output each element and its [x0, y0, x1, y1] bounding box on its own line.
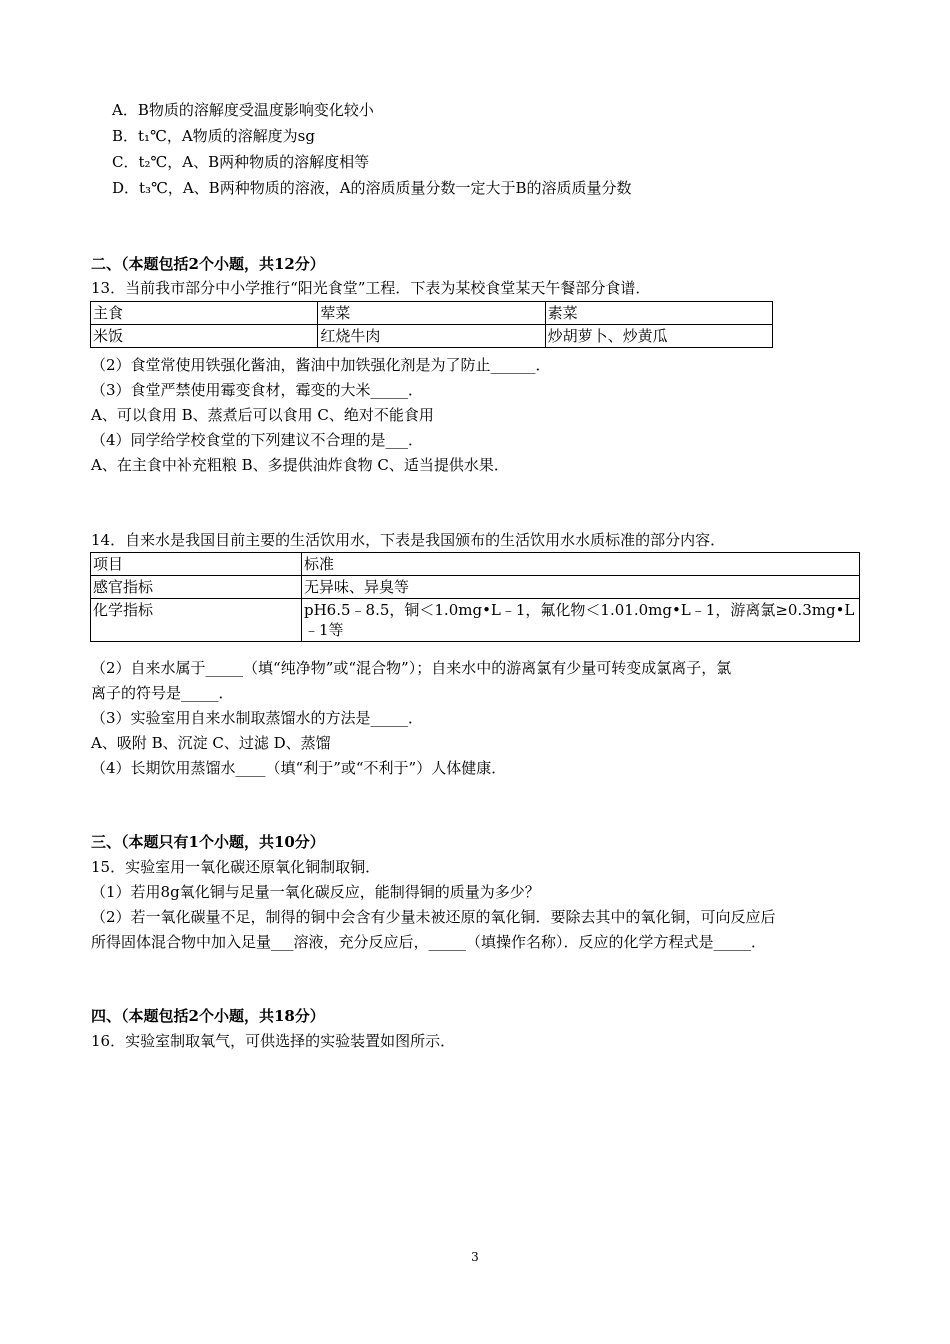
- q14-line: A、吸附 B、沉淀 C、过滤 D、蒸馏: [91, 734, 331, 752]
- q12-option-d: D．t₃℃，A、B两种物质的溶液，A的溶质质量分数一定大于B的溶质质量分数: [112, 179, 632, 197]
- section3-heading: 三、（本题只有1个小题，共10分）: [91, 833, 325, 851]
- table-cell: 无异味、异臭等: [302, 576, 860, 599]
- section4-heading: 四、（本题包括2个小题，共18分）: [91, 1007, 325, 1025]
- table-header-cell: 主食: [91, 302, 318, 325]
- q13-line: （3）食堂严禁使用霉变食材，霉变的大米_____．: [91, 381, 424, 399]
- table-header-cell: 荤菜: [318, 302, 545, 325]
- q16-line: 16．实验室制取氧气，可供选择的实验装置如图所示．: [91, 1032, 456, 1050]
- q13-menu-table: [90, 301, 773, 348]
- q12-option-b: B．t₁℃，A物质的溶解度为sg: [112, 127, 315, 145]
- q14-line: （3）实验室用自来水制取蒸馏水的方法是_____．: [91, 709, 424, 727]
- q15-line: （2）若一氧化碳量不足，制得的铜中会含有少量未被还原的氧化铜．要除去其中的氧化铜，可向反应后: [91, 908, 776, 926]
- q15-line: 15．实验室用一氧化碳还原氧化铜制取铜．: [91, 858, 381, 876]
- q14-line: （4）长期饮用蒸馏水____（填“利于”或“不利于”）人体健康．: [91, 759, 507, 777]
- table-header-cell: 项目: [91, 553, 302, 576]
- q13-line: （2）食堂常使用铁强化酱油，酱油中加铁强化剂是为了防止______．: [91, 356, 551, 374]
- q12-option-c: C．t₂℃，A、B两种物质的溶解度相等: [112, 153, 370, 171]
- page-number: 3: [471, 1250, 479, 1264]
- q13-line: A、可以食用 B、蒸煮后可以食用 C、绝对不能食用: [91, 406, 434, 424]
- q15-line: （1）若用8g氧化铜与足量一氧化碳反应，能制得铜的质量为多少？: [91, 883, 540, 901]
- table-cell: pH6.5﹣8.5，铜＜1.0mg•L﹣1，氟化物＜1.01.0mg•L﹣1，游离氯≥0.3mg•L﹣1等: [302, 599, 860, 642]
- q13-line: （4）同学给学校食堂的下列建议不合理的是___．: [91, 431, 424, 449]
- q14-line: （2）自来水属于_____（填“纯净物”或“混合物”）；自来水中的游离氯有少量可转变成氯离子，氯: [91, 659, 732, 677]
- table-cell: 炒胡萝卜、炒黄瓜: [545, 325, 772, 348]
- q14-line: 离子的符号是_____．: [91, 684, 234, 702]
- table-cell: 红烧牛肉: [318, 325, 545, 348]
- q12-option-a: A．B物质的溶解度受温度影响变化较小: [112, 101, 374, 119]
- section2-heading: 二、（本题包括2个小题，共12分）: [91, 255, 325, 273]
- q13-line: A、在主食中补充粗粮 B、多提供油炸食物 C、适当提供水果．: [91, 456, 509, 474]
- q14-water-standard-table: [90, 552, 860, 642]
- q14-stem: 14．自来水是我国目前主要的生活饮用水，下表是我国颁布的生活饮用水水质标准的部分内容．: [91, 531, 726, 549]
- table-cell: 感官指标: [91, 576, 302, 599]
- q15-line: 所得固体混合物中加入足量___溶液，充分反应后，_____（填操作名称）．反应的化学方程式是_____．: [91, 933, 767, 951]
- q13-stem: 13．当前我市部分中小学推行“阳光食堂”工程．下表为某校食堂某天午餐部分食谱．: [91, 279, 651, 297]
- table-cell: 米饭: [91, 325, 318, 348]
- table-header-cell: 标准: [302, 553, 860, 576]
- table-cell: 化学指标: [91, 599, 302, 642]
- table-header-cell: 素菜: [545, 302, 772, 325]
